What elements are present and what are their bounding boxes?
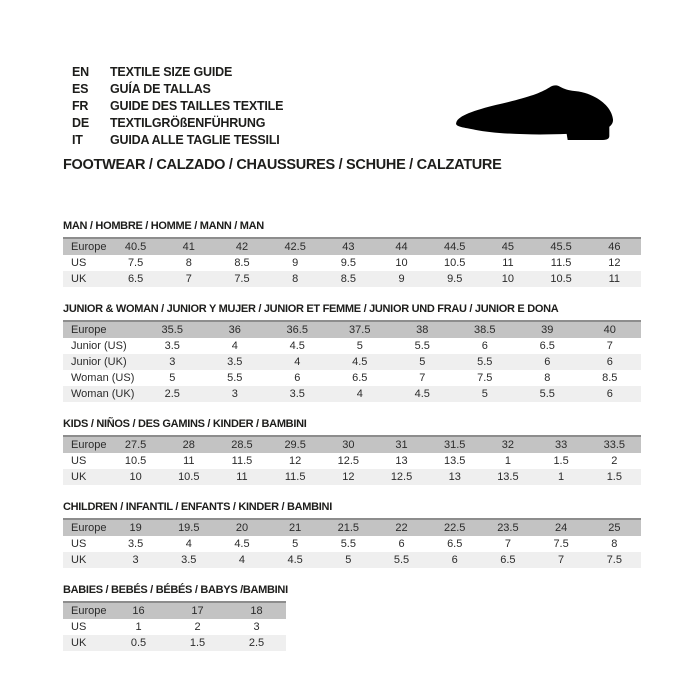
size-cell: 11 (481, 255, 534, 271)
table-row (63, 619, 286, 635)
size-table-section (63, 303, 641, 402)
size-tables (63, 220, 641, 667)
size-cell: 38.5 (454, 321, 517, 338)
size-cell: 8 (269, 271, 322, 287)
size-cell: 9 (375, 271, 428, 287)
table-row (63, 321, 641, 338)
size-cell: 10 (375, 255, 428, 271)
size-cell: 8 (516, 370, 579, 386)
size-cell: 4 (329, 386, 392, 402)
size-cell: 5.5 (375, 552, 428, 568)
size-cell: 12 (269, 453, 322, 469)
size-cell: 42 (215, 238, 268, 255)
size-cell: 8 (162, 255, 215, 271)
size-cell: 39 (516, 321, 579, 338)
size-cell: 10.5 (109, 453, 162, 469)
size-cell: 20 (215, 519, 268, 536)
table-row (63, 338, 641, 354)
size-cell: 45.5 (535, 238, 588, 255)
size-table-title: CHILDREN / INFANTIL / ENFANTS / KINDER / BAMBINI (63, 501, 332, 513)
size-cell: 6.5 (516, 338, 579, 354)
size-cell: 4 (215, 552, 268, 568)
size-cell: 3.5 (109, 536, 162, 552)
size-cell: 1 (535, 469, 588, 485)
size-cell: 21.5 (322, 519, 375, 536)
language-label: GUIDE DES TAILLES TEXTILE (110, 99, 284, 113)
language-code: FR (72, 99, 89, 113)
language-row (72, 98, 283, 115)
language-label: TEXTILE SIZE GUIDE (110, 65, 233, 79)
row-label: UK (63, 552, 109, 568)
size-table (63, 601, 286, 651)
size-cell: 33.5 (588, 436, 641, 453)
size-cell: 31 (375, 436, 428, 453)
language-code: DE (72, 116, 89, 130)
size-cell: 5 (269, 536, 322, 552)
table-row (63, 238, 641, 255)
size-cell: 8 (588, 536, 641, 552)
size-table (63, 237, 641, 287)
size-cell: 12 (322, 469, 375, 485)
size-table-title: JUNIOR & WOMAN / JUNIOR Y MUJER / JUNIOR ET FEMME / JUNIOR UND FRAU / JUNIOR E DONA (63, 303, 559, 315)
size-cell: 7.5 (215, 271, 268, 287)
size-cell: 31.5 (428, 436, 481, 453)
language-list (72, 64, 283, 149)
shoe-icon (450, 82, 622, 144)
size-cell: 10 (481, 271, 534, 287)
language-code: IT (72, 133, 83, 147)
size-cell: 5.5 (322, 536, 375, 552)
size-cell: 6 (516, 354, 579, 370)
size-cell: 11 (215, 469, 268, 485)
size-cell: 41 (162, 238, 215, 255)
size-cell: 4 (162, 536, 215, 552)
size-cell: 44.5 (428, 238, 481, 255)
size-cell: 3 (141, 354, 204, 370)
row-label: UK (63, 469, 109, 485)
row-label: Europe (63, 602, 109, 619)
size-cell: 9.5 (322, 255, 375, 271)
size-cell: 11.5 (535, 255, 588, 271)
size-table-section (63, 220, 641, 287)
size-cell: 7.5 (588, 552, 641, 568)
size-cell: 4.5 (329, 354, 392, 370)
language-label: TEXTILGRÖßENFÜHRUNG (110, 116, 266, 130)
size-cell: 1.5 (168, 635, 227, 651)
size-cell: 5 (454, 386, 517, 402)
size-cell: 2.5 (227, 635, 286, 651)
size-cell: 7.5 (109, 255, 162, 271)
row-label: Junior (US) (63, 338, 141, 354)
size-cell: 3.5 (162, 552, 215, 568)
size-table-title: KIDS / NIÑOS / DES GAMINS / KINDER / BAMBINI (63, 418, 307, 430)
size-cell: 3 (204, 386, 267, 402)
size-table-title: MAN / HOMBRE / HOMME / MANN / MAN (63, 220, 264, 232)
category-title: FOOTWEAR / CALZADO / CHAUSSURES / SCHUHE / CALZATURE (63, 157, 502, 173)
table-row (63, 519, 641, 536)
size-table (63, 320, 641, 402)
size-cell: 46 (588, 238, 641, 255)
size-cell: 9.5 (428, 271, 481, 287)
size-cell: 11 (162, 453, 215, 469)
size-table (63, 518, 641, 568)
size-cell: 1 (109, 619, 168, 635)
language-row (72, 81, 283, 98)
size-cell: 35.5 (141, 321, 204, 338)
table-row (63, 386, 641, 402)
size-cell: 28 (162, 436, 215, 453)
table-row (63, 635, 286, 651)
table-row (63, 370, 641, 386)
size-cell: 6.5 (329, 370, 392, 386)
table-row (63, 436, 641, 453)
size-cell: 6 (428, 552, 481, 568)
size-cell: 19 (109, 519, 162, 536)
size-cell: 23.5 (481, 519, 534, 536)
size-cell: 33 (535, 436, 588, 453)
size-cell: 5.5 (204, 370, 267, 386)
size-cell: 2 (168, 619, 227, 635)
size-cell: 6 (375, 536, 428, 552)
size-cell: 38 (391, 321, 454, 338)
size-cell: 13 (375, 453, 428, 469)
size-cell: 25 (588, 519, 641, 536)
size-table-section (63, 501, 641, 568)
language-label: GUÍA DE TALLAS (110, 82, 211, 96)
size-cell: 32 (481, 436, 534, 453)
size-cell: 10.5 (535, 271, 588, 287)
row-label: UK (63, 271, 109, 287)
size-cell: 13.5 (428, 453, 481, 469)
size-cell: 22.5 (428, 519, 481, 536)
size-cell: 6.5 (481, 552, 534, 568)
row-label: UK (63, 635, 109, 651)
row-label: Europe (63, 321, 141, 338)
size-cell: 21 (269, 519, 322, 536)
size-cell: 12.5 (322, 453, 375, 469)
size-cell: 40.5 (109, 238, 162, 255)
size-cell: 16 (109, 602, 168, 619)
size-cell: 45 (481, 238, 534, 255)
size-cell: 4 (204, 338, 267, 354)
row-label: Woman (US) (63, 370, 141, 386)
size-table-section (63, 418, 641, 485)
size-cell: 10.5 (428, 255, 481, 271)
size-cell: 36.5 (266, 321, 329, 338)
size-table (63, 435, 641, 485)
table-row (63, 552, 641, 568)
size-cell: 29.5 (269, 436, 322, 453)
size-cell: 13 (428, 469, 481, 485)
size-cell: 4.5 (215, 536, 268, 552)
size-cell: 7 (391, 370, 454, 386)
size-cell: 11 (588, 271, 641, 287)
size-cell: 5.5 (516, 386, 579, 402)
language-row (72, 115, 283, 132)
row-label: Junior (UK) (63, 354, 141, 370)
size-cell: 8.5 (579, 370, 642, 386)
size-cell: 11.5 (215, 453, 268, 469)
language-code: ES (72, 82, 89, 96)
size-cell: 17 (168, 602, 227, 619)
table-row (63, 602, 286, 619)
size-cell: 8.5 (322, 271, 375, 287)
size-cell: 36 (204, 321, 267, 338)
table-row (63, 536, 641, 552)
size-cell: 6 (579, 386, 642, 402)
size-cell: 11.5 (269, 469, 322, 485)
size-cell: 3.5 (266, 386, 329, 402)
size-cell: 1.5 (535, 453, 588, 469)
size-cell: 18 (227, 602, 286, 619)
size-cell: 10 (109, 469, 162, 485)
size-cell: 5.5 (454, 354, 517, 370)
size-cell: 3.5 (204, 354, 267, 370)
size-cell: 43 (322, 238, 375, 255)
size-cell: 28.5 (215, 436, 268, 453)
size-cell: 44 (375, 238, 428, 255)
size-cell: 6.5 (109, 271, 162, 287)
size-cell: 12 (588, 255, 641, 271)
size-cell: 4.5 (391, 386, 454, 402)
size-cell: 7 (162, 271, 215, 287)
row-label: US (63, 536, 109, 552)
size-cell: 2 (588, 453, 641, 469)
size-cell: 6 (454, 338, 517, 354)
size-cell: 6 (579, 354, 642, 370)
row-label: US (63, 619, 109, 635)
size-cell: 4.5 (266, 338, 329, 354)
size-cell: 19.5 (162, 519, 215, 536)
size-cell: 13.5 (481, 469, 534, 485)
size-cell: 5 (391, 354, 454, 370)
language-code: EN (72, 65, 89, 79)
size-cell: 7.5 (454, 370, 517, 386)
size-cell: 12.5 (375, 469, 428, 485)
size-cell: 40 (579, 321, 642, 338)
size-table-title: BABIES / BEBÉS / BÉBÉS / BABYS /BAMBINI (63, 584, 288, 596)
size-cell: 30 (322, 436, 375, 453)
row-label: US (63, 453, 109, 469)
table-row (63, 469, 641, 485)
size-cell: 37.5 (329, 321, 392, 338)
size-cell: 24 (535, 519, 588, 536)
language-row (72, 132, 283, 149)
size-cell: 42.5 (269, 238, 322, 255)
size-cell: 5 (329, 338, 392, 354)
size-cell: 8.5 (215, 255, 268, 271)
size-cell: 9 (269, 255, 322, 271)
row-label: US (63, 255, 109, 271)
row-label: Europe (63, 519, 109, 536)
table-row (63, 354, 641, 370)
size-cell: 3 (109, 552, 162, 568)
row-label: Europe (63, 436, 109, 453)
size-cell: 27.5 (109, 436, 162, 453)
size-cell: 10.5 (162, 469, 215, 485)
size-cell: 5.5 (391, 338, 454, 354)
table-row (63, 271, 641, 287)
size-cell: 5 (141, 370, 204, 386)
row-label: Woman (UK) (63, 386, 141, 402)
language-row (72, 64, 283, 81)
size-cell: 3 (227, 619, 286, 635)
size-cell: 4.5 (269, 552, 322, 568)
size-cell: 3.5 (141, 338, 204, 354)
size-table-section (63, 584, 641, 651)
size-cell: 4 (266, 354, 329, 370)
row-label: Europe (63, 238, 109, 255)
size-cell: 6 (266, 370, 329, 386)
size-cell: 2.5 (141, 386, 204, 402)
size-cell: 7 (535, 552, 588, 568)
size-cell: 22 (375, 519, 428, 536)
language-label: GUIDA ALLE TAGLIE TESSILI (110, 133, 280, 147)
size-cell: 0.5 (109, 635, 168, 651)
table-row (63, 453, 641, 469)
size-cell: 5 (322, 552, 375, 568)
size-cell: 7.5 (535, 536, 588, 552)
size-cell: 1.5 (588, 469, 641, 485)
size-cell: 7 (481, 536, 534, 552)
size-cell: 7 (579, 338, 642, 354)
size-cell: 6.5 (428, 536, 481, 552)
table-row (63, 255, 641, 271)
size-cell: 1 (481, 453, 534, 469)
